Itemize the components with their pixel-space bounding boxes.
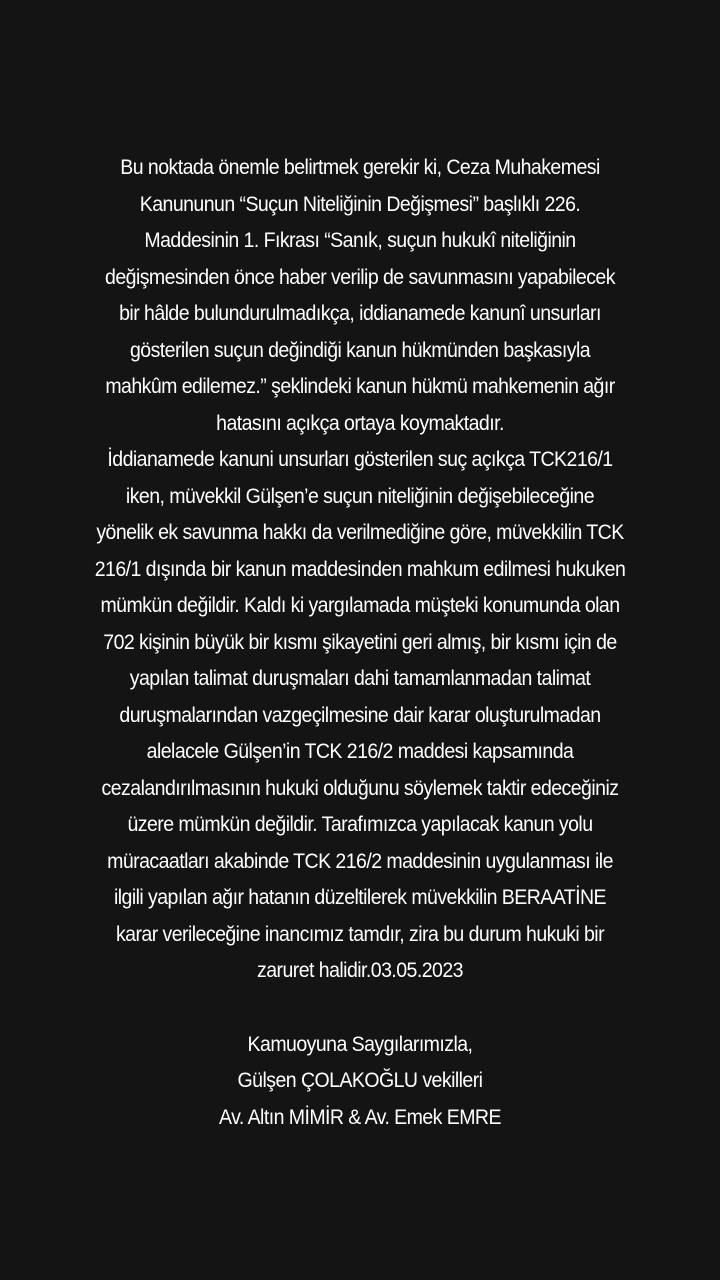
- statement-line: mahkûm edilemez.” şeklindeki kanun hükmü mahkemenin ağır: [105, 375, 615, 398]
- signature-line: Kamuoyuna Saygılarımızla,: [247, 1032, 473, 1056]
- statement-line: alelacele Gülşen’in TCK 216/2 maddesi kapsamında: [146, 740, 574, 763]
- statement-line: ilgili yapılan ağır hatanın düzeltilerek müvekkilin BERAATİNE: [113, 886, 607, 909]
- statement-line: yönelik ek savunma hakkı da verilmediğine göre, müvekkilin TCK: [96, 521, 624, 544]
- statement-line: hatasını açıkça ortaya koymaktadır.: [216, 411, 504, 435]
- statement-line: müracaatları akabinde TCK 216/2 maddesinin uygulanması ile: [107, 849, 613, 873]
- statement-line: İddianamede kanuni unsurları gösterilen suç açıkça TCK216/1: [107, 448, 613, 471]
- statement-line: 216/1 dışında bir kanun maddesinden mahkum edilmesi hukuken: [94, 557, 626, 581]
- signature-line: Av. Altın MİMİR & Av. Emek EMRE: [219, 1105, 501, 1129]
- statement-line: üzere mümkün değildir. Tarafımızca yapılacak kanun yolu: [127, 813, 593, 836]
- statement-line: bir hâlde bulundurulmadıkça, iddianamede kanunî unsurları: [119, 302, 601, 325]
- statement-text: [62, 150, 657, 1136]
- statement-line: Bu noktada önemle belirtmek gerekir ki, Ceza Muhakemesi: [120, 156, 600, 179]
- statement-line: Kanununun “Suçun Niteliğinin Değişmesi” başlıklı 226.: [139, 192, 581, 216]
- statement-line: iken, müvekkil Gülşen’e suçun niteliğinin değişebileceğine: [125, 484, 595, 508]
- statement-line: zaruret halidir.03.05.2023: [257, 959, 463, 982]
- statement-line: karar verileceğine inancımız tamdır, zira bu durum hukuki bir: [115, 922, 605, 946]
- statement-line: duruşmalarından vazgeçilmesine dair karar oluşturulmadan: [119, 703, 601, 727]
- paragraph-gap: [62, 990, 657, 1027]
- signature-line: Gülşen ÇOLAKOĞLU vekilleri: [237, 1069, 483, 1092]
- statement-line: Maddesinin 1. Fıkrası “Sanık, suçun hukukî niteliğinin: [144, 229, 576, 252]
- statement-line: cezalandırılmasının hukuki olduğunu söylemek taktir edeceğiniz: [101, 776, 619, 800]
- statement-line: mümkün değildir. Kaldı ki yargılamada müşteki konumunda olan: [100, 594, 620, 617]
- statement-line: yapılan talimat duruşmaları dahi tamamlanmadan talimat: [129, 667, 591, 690]
- statement-line: değişmesinden önce haber verilip de savunmasını yapabilecek: [105, 265, 615, 289]
- statement-line: 702 kişinin büyük bir kısmı şikayetini geri almış, bir kısmı için de: [103, 630, 617, 654]
- statement-line: gösterilen suçun değindiği kanun hükmünden başkasıyla: [129, 338, 591, 362]
